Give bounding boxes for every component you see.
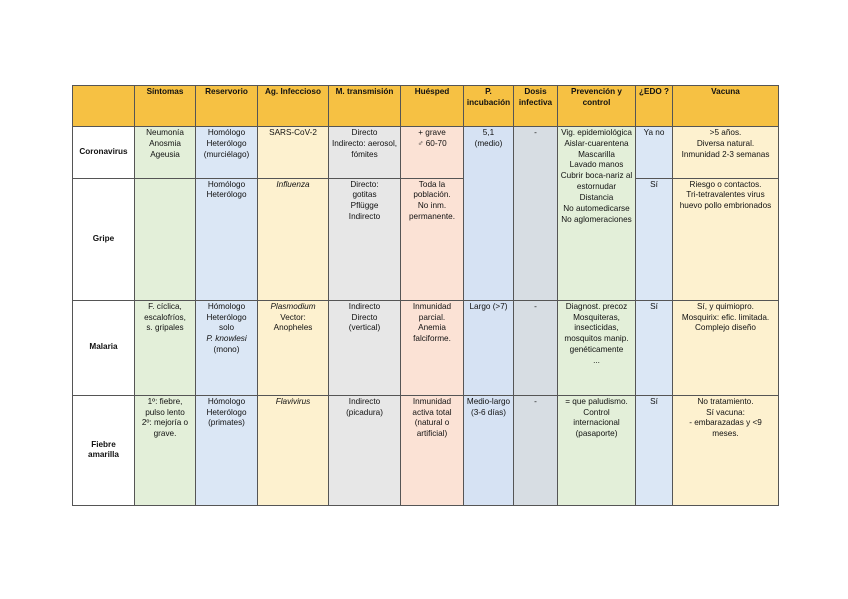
agente-text: SARS-CoV-2 [269, 128, 317, 137]
dosis-cell [514, 127, 558, 301]
reservorio-text: (murciélago) [203, 149, 250, 159]
header-huesped: Huésped [401, 86, 464, 127]
reservorio-text: Hómologo [207, 396, 246, 406]
reservorio-cell [196, 127, 258, 179]
header-dosis: Dosis infectiva [514, 86, 558, 127]
transmision-cell [329, 395, 401, 505]
reservorio-cell [196, 300, 258, 395]
vacuna-text: Mosquirix: efic. limitada. Complejo diseño [681, 312, 770, 333]
sintomas-cell [135, 395, 196, 505]
dosis-cell [514, 395, 558, 505]
reservorio-text: (primates) [208, 418, 245, 428]
vacuna-text: >5 años. [709, 128, 742, 137]
prevencion-text: Vig. epidemiológica [561, 128, 632, 137]
vacuna-text: Sí, y quimiopro. [697, 301, 754, 311]
sintoma-text: Neumonía [146, 128, 184, 137]
vacuna-text: - embarazadas y <9 meses. [689, 418, 762, 439]
reservorio-text: Hómologo [207, 301, 246, 311]
transmision-text: (picadura) [346, 407, 383, 417]
agente-cell [258, 178, 329, 300]
reservorio-text: P. knowlesi [206, 334, 247, 344]
prevencion-text: Control internacional (pasaporte) [573, 407, 620, 439]
header-row [73, 86, 779, 127]
header-sintomas: Síntomas [135, 86, 196, 127]
transmision-text: fómites [351, 149, 378, 159]
vacuna-text: Diversa natural. [696, 138, 755, 148]
vacuna-text: Riesgo o contactos. [689, 179, 762, 189]
vacuna-cell [673, 127, 779, 179]
disease-name: Gripe [73, 178, 135, 300]
header-incubacion: P. incubación [464, 86, 514, 127]
dosis-text: - [534, 396, 537, 406]
prevencion-text: Aislar-cuarentena [564, 138, 629, 148]
huesped-text: + grave [418, 128, 446, 137]
sintomas-cell [135, 127, 196, 179]
header-agente: Ag. Infeccioso [258, 86, 329, 127]
huesped-text: No inm. permanente. [409, 201, 455, 222]
disease-name: Fiebre amarilla [73, 395, 135, 505]
transmision-text: Indirecto [348, 212, 381, 222]
edo-cell [636, 127, 673, 179]
edo-cell [636, 395, 673, 505]
incubacion-cell [464, 127, 514, 301]
agente-text: Flavivirus [275, 396, 311, 406]
incubacion-cell [464, 300, 514, 395]
reservorio-text: (mono) [213, 345, 240, 355]
prevencion-text: Lavado manos [569, 160, 624, 170]
vacuna-text: Sí vacuna: [706, 407, 745, 417]
transmision-text: (vertical) [348, 323, 381, 333]
transmision-cell [329, 127, 401, 179]
edo-cell [636, 178, 673, 300]
reservorio-text: Heterólogo [206, 190, 247, 200]
sintomas-cell [135, 178, 196, 300]
prevencion-text: insecticidas, [574, 323, 619, 333]
agente-text: Anopheles [273, 323, 313, 333]
prevencion-text: Distancia [579, 192, 614, 202]
huesped-cell [401, 178, 464, 300]
sintomas-cell [135, 300, 196, 395]
prevencion-text: No automedicarse [563, 203, 630, 213]
header-edo: ¿EDO ? [636, 86, 673, 127]
edo-text: Sí [650, 179, 658, 189]
header-transmision: M. transmisión [329, 86, 401, 127]
huesped-cell [401, 127, 464, 179]
transmision-text: Directo: [350, 179, 379, 189]
sintoma-text: Anosmia [149, 138, 181, 148]
row-malaria [73, 300, 779, 395]
reservorio-cell [196, 178, 258, 300]
prevencion-cell [558, 395, 636, 505]
huesped-cell [401, 395, 464, 505]
sintoma-text: 2º: mejoría o grave. [141, 418, 189, 439]
huesped-text: ♂ 60-70 [417, 138, 447, 148]
transmision-cell [329, 178, 401, 300]
prevencion-text: Diagnost. precoz [565, 301, 628, 311]
sintoma-text: escalofríos, [144, 312, 186, 322]
incubacion-text: Largo (>7) [469, 301, 508, 311]
prevencion-text: No aglomeraciones [561, 214, 632, 224]
vacuna-text: Inmunidad 2-3 semanas [681, 149, 770, 159]
reservorio-text: Homólogo [207, 128, 246, 137]
header-vacuna: Vacuna [673, 86, 779, 127]
agente-text: Influenza [276, 179, 310, 189]
prevencion-text: ... [593, 355, 600, 365]
header-reservorio: Reservorio [196, 86, 258, 127]
transmision-text: Indirecto [348, 396, 381, 406]
sintoma-text: F. cíclica, [148, 301, 182, 311]
row-coronavirus [73, 127, 779, 179]
edo-text: Ya no [643, 128, 665, 137]
edo-text: Sí [650, 301, 658, 311]
row-gripe [73, 178, 779, 300]
header-blank [73, 86, 135, 127]
edo-cell [636, 300, 673, 395]
agente-cell [258, 395, 329, 505]
dosis-text: - [534, 301, 537, 311]
transmision-text: Directo [351, 312, 378, 322]
agente-cell [258, 127, 329, 179]
vacuna-cell [673, 178, 779, 300]
incubacion-cell [464, 395, 514, 505]
sintoma-text: s. gripales [146, 323, 184, 333]
sintoma-text: 1º: fiebre, pulso lento [145, 396, 185, 417]
transmision-text: Directo [351, 128, 378, 137]
prevencion-text: = que paludismo. [565, 396, 628, 406]
huesped-cell [401, 300, 464, 395]
prevencion-text: mosquitos manip. genéticamente [564, 334, 629, 355]
reservorio-text: Heterólogo [206, 407, 247, 417]
transmision-cell [329, 300, 401, 395]
edo-text: Sí [650, 396, 658, 406]
huesped-text: Toda la población. [413, 179, 451, 200]
prevencion-cell [558, 300, 636, 395]
transmision-text: gotitas [352, 190, 377, 200]
reservorio-text: Heterólogo [206, 138, 247, 148]
agente-text: Plasmodium [270, 301, 316, 311]
dosis-text: - [534, 128, 537, 137]
header-prevencion: Prevención y control [558, 86, 636, 127]
reservorio-cell [196, 395, 258, 505]
agente-cell [258, 300, 329, 395]
vacuna-text: No tratamiento. [697, 396, 754, 406]
dosis-cell [514, 300, 558, 395]
reservorio-text: Heterólogo solo [206, 312, 247, 333]
row-fiebre-amarilla [73, 395, 779, 505]
huesped-text: Anemia falciforme. [413, 323, 451, 344]
disease-name: Coronavirus [73, 127, 135, 179]
prevencion-text: Mosquiteras, [573, 312, 620, 322]
agente-text: Vector: [280, 312, 306, 322]
prevencion-cell [558, 127, 636, 301]
incubacion-text: 5,1 [482, 128, 495, 137]
transmision-text: Indirecto: aerosol, [331, 138, 398, 148]
huesped-text: Inmunidad activa total (natural o artificial) [412, 396, 452, 439]
prevencion-text: Mascarilla [578, 149, 615, 159]
transmision-text: Pflügge [350, 201, 379, 211]
sintoma-text: Ageusia [150, 149, 180, 159]
vacuna-cell [673, 395, 779, 505]
vacuna-cell [673, 300, 779, 395]
vacuna-text: Tri-tetravalentes virus huevo pollo embrionados [679, 190, 772, 211]
incubacion-text: (medio) [474, 138, 503, 148]
disease-name: Malaria [73, 300, 135, 395]
transmision-text: Indirecto [348, 301, 381, 311]
prevencion-text: Cubrir boca-nariz al estornudar [560, 171, 633, 192]
huesped-text: Inmunidad parcial. [412, 301, 452, 322]
incubacion-text: Medio-largo (3-6 días) [466, 396, 511, 417]
comparison-table [72, 85, 779, 506]
reservorio-text: Homólogo [207, 179, 246, 189]
